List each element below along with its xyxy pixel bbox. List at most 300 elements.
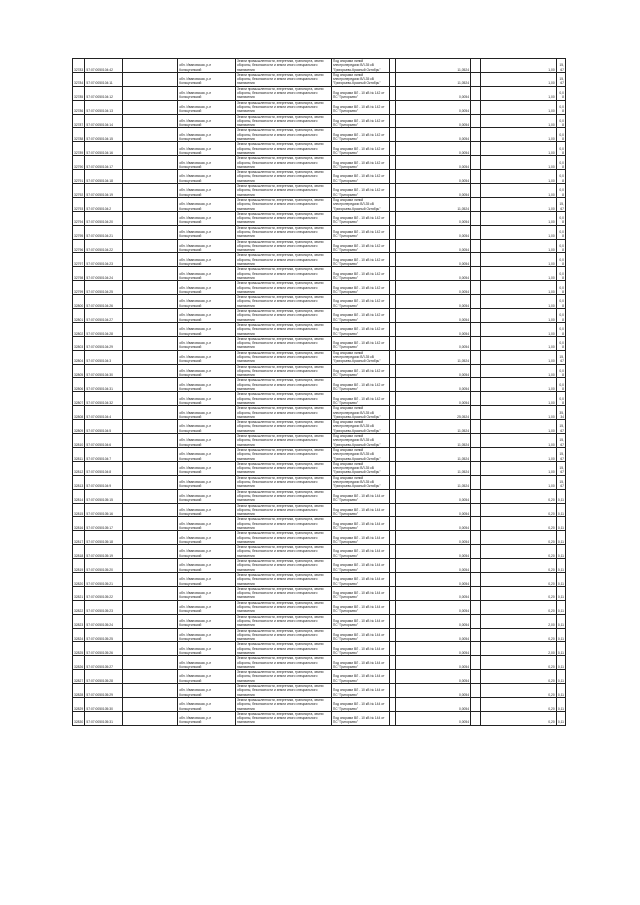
cell-cadastral-number: 57:07:0050104:12 [85, 86, 122, 100]
cell-address: обл. Ивановская, р-н Кольчугинский [178, 253, 236, 267]
cell-cadastral-number: 57:07:0050104:25 [85, 281, 122, 295]
cell-land-category: Земли промышленности, энергетики, транспорта, земли обороны, безопасности и земли иного специального назначения [235, 72, 331, 86]
cell-empty [471, 156, 481, 170]
cell-address: обл. Ивановская, р-н Кольчугинский [178, 406, 236, 420]
table-row [73, 684, 566, 698]
cell-land-category: Земли промышленности, энергетики, транспорта, земли обороны, безопасности и земли иного специального назначения [235, 545, 331, 559]
cell-cadastral-number: 57:07:0050105:26 [85, 642, 122, 656]
cell-empty [471, 86, 481, 100]
cell-empty [122, 531, 178, 545]
cell-land-category: Земли промышленности, энергетики, транспорта, земли обороны, безопасности и земли иного специального назначения [235, 628, 331, 642]
cell-empty [122, 253, 178, 267]
cell-permitted-use: Под опорами ВЛ - 10 кВ № 144 от ПС "Григорьево" [331, 572, 389, 586]
cell-address: обл. Ивановская, р-н Кольчугинский [178, 239, 236, 253]
cell-record-number: 32816 [73, 517, 85, 531]
cell-address: обл. Ивановская, р-н Кольчугинский [178, 100, 236, 114]
cell-empty [122, 447, 178, 461]
cell-permitted-use: Под опорами ВЛ - 10 кВ № 142 от ПС "Григорьево" [331, 184, 389, 198]
cell-empty [122, 697, 178, 711]
cell-cadastral-number: 57:07:0050105:20 [85, 559, 122, 573]
cell-rate: 1,00 [481, 184, 556, 198]
cell-empty [471, 434, 481, 448]
cell-value: 0,11 [556, 559, 565, 573]
cell-record-number: 32812 [73, 461, 85, 475]
cell-permitted-use: Под опорами линий электропередачи ВЛ-35 кВ "Григорьево-Красный Октябрь" [331, 197, 389, 211]
cell-record-number: 32800 [73, 295, 85, 309]
cell-cadastral-number: 57:07:0050104:24 [85, 267, 122, 281]
cell-address: обл. Ивановская, р-н Кольчугинский [178, 531, 236, 545]
cell-empty [122, 350, 178, 364]
cell-permitted-use: Под опорами ВЛ - 10 кВ № 144 от ПС "Григорьево" [331, 545, 389, 559]
cell-area: 0,0054 [395, 309, 470, 323]
cell-value: 0,11 [556, 572, 565, 586]
land-parcel-table [72, 58, 566, 726]
cell-empty [122, 59, 178, 73]
cell-record-number: 32803 [73, 336, 85, 350]
cell-rate: 1,00 [481, 322, 556, 336]
cell-address: обл. Ивановская, р-н Кольчугинский [178, 281, 236, 295]
cell-permitted-use: Под опорами ВЛ - 10 кВ № 142 от ПС "Григорьево" [331, 267, 389, 281]
cell-land-category: Земли промышленности, энергетики, транспорта, земли обороны, безопасности и земли иного специального назначения [235, 461, 331, 475]
cell-address: обл. Ивановская, р-н Кольчугинский [178, 684, 236, 698]
cell-record-number: 32796 [73, 239, 85, 253]
cell-permitted-use: Под опорами ВЛ - 10 кВ № 144 от ПС "Григорьево" [331, 586, 389, 600]
cell-rate: 0,20 [481, 586, 556, 600]
cell-cadastral-number: 57:07:0050105:28 [85, 670, 122, 684]
cell-value: 0,08 [556, 128, 565, 142]
cell-rate: 1,00 [481, 475, 556, 489]
cell-empty [122, 128, 178, 142]
cell-rate: 1,00 [481, 447, 556, 461]
cell-value: 0,08 [556, 184, 565, 198]
cell-address: обл. Ивановская, р-н Кольчугинский [178, 170, 236, 184]
cell-value: 0,08 [556, 309, 565, 323]
cell-cadastral-number: 57:07:0050105:15 [85, 489, 122, 503]
cell-empty [122, 114, 178, 128]
table-row [73, 503, 566, 517]
cell-empty [122, 225, 178, 239]
cell-value: 0,08 [556, 239, 565, 253]
cell-empty [471, 336, 481, 350]
cell-value: 0,11 [556, 517, 565, 531]
cell-area: 11,0524 [395, 420, 470, 434]
cell-rate: 1,00 [481, 267, 556, 281]
cell-empty [122, 572, 178, 586]
cell-permitted-use: Под опорами линий электропередачи ВЛ-35 кВ "Григорьево-Красный Октябрь" [331, 59, 389, 73]
cell-land-category: Земли промышленности, энергетики, транспорта, земли обороны, безопасности и земли иного специального назначения [235, 642, 331, 656]
cell-cadastral-number: 57:07:0050105:29 [85, 684, 122, 698]
cell-rate: 1,00 [481, 142, 556, 156]
cell-area: 0,0054 [395, 364, 470, 378]
cell-cadastral-number: 57:07:0050104:30 [85, 364, 122, 378]
cell-record-number: 32823 [73, 614, 85, 628]
cell-record-number: 32811 [73, 447, 85, 461]
cell-address: обл. Ивановская, р-н Кольчугинский [178, 59, 236, 73]
cell-value: 15,67 [556, 420, 565, 434]
table-row [73, 350, 566, 364]
cell-empty [471, 350, 481, 364]
cell-rate: 1,00 [481, 253, 556, 267]
cell-record-number: 32785 [73, 86, 85, 100]
cell-area: 0,0054 [395, 586, 470, 600]
cell-rate: 1,00 [481, 461, 556, 475]
cell-value: 0,11 [556, 614, 565, 628]
cell-record-number: 32789 [73, 142, 85, 156]
cell-address: обл. Ивановская, р-н Кольчугинский [178, 114, 236, 128]
cell-area: 0,0054 [395, 489, 470, 503]
cell-record-number: 32801 [73, 309, 85, 323]
cell-area: 0,0054 [395, 211, 470, 225]
cell-record-number: 32815 [73, 503, 85, 517]
cell-area: 0,0054 [395, 336, 470, 350]
cell-empty [471, 614, 481, 628]
cell-area: 11,0524 [395, 447, 470, 461]
cell-rate: 1,00 [481, 114, 556, 128]
cell-rate: 2,00 [481, 642, 556, 656]
cell-empty [122, 600, 178, 614]
cell-address: обл. Ивановская, р-н Кольчугинский [178, 184, 236, 198]
cell-empty [471, 517, 481, 531]
cell-land-category: Земли промышленности, энергетики, транспорта, земли обороны, безопасности и земли иного специального назначения [235, 711, 331, 725]
cell-record-number: 32807 [73, 392, 85, 406]
cell-empty [122, 434, 178, 448]
cell-empty [471, 59, 481, 73]
cell-record-number: 32795 [73, 225, 85, 239]
cell-address: обл. Ивановская, р-н Кольчугинский [178, 586, 236, 600]
cell-land-category: Земли промышленности, энергетики, транспорта, земли обороны, безопасности и земли иного специального назначения [235, 184, 331, 198]
table-row [73, 572, 566, 586]
cell-permitted-use: Под опорами ВЛ - 10 кВ № 142 от ПС "Григорьево" [331, 295, 389, 309]
cell-record-number: 32802 [73, 322, 85, 336]
cell-value: 15,67 [556, 461, 565, 475]
cell-rate: 1,00 [481, 128, 556, 142]
cell-rate: 0,20 [481, 656, 556, 670]
cell-land-category: Земли промышленности, энергетики, транспорта, земли обороны, безопасности и земли иного специального назначения [235, 267, 331, 281]
table-row [73, 656, 566, 670]
table-row [73, 392, 566, 406]
cell-permitted-use: Под опорами ВЛ - 10 кВ № 144 от ПС "Григорьево" [331, 614, 389, 628]
cell-land-category: Земли промышленности, энергетики, транспорта, земли обороны, безопасности и земли иного специального назначения [235, 100, 331, 114]
cell-permitted-use: Под опорами ВЛ - 10 кВ № 144 от ПС "Григорьево" [331, 628, 389, 642]
cell-empty [122, 336, 178, 350]
cell-land-category: Земли промышленности, энергетики, транспорта, земли обороны, безопасности и земли иного специального назначения [235, 350, 331, 364]
cell-area: 11,0524 [395, 461, 470, 475]
cell-value: 0,11 [556, 711, 565, 725]
cell-value: 0,11 [556, 670, 565, 684]
cell-permitted-use: Под опорами ВЛ - 10 кВ № 142 от ПС "Григорьево" [331, 156, 389, 170]
cell-empty [122, 586, 178, 600]
table-row [73, 184, 566, 198]
cell-area: 0,0054 [395, 684, 470, 698]
cell-address: обл. Ивановская, р-н Кольчугинский [178, 128, 236, 142]
cell-empty [471, 684, 481, 698]
cell-land-category: Земли промышленности, энергетики, транспорта, земли обороны, безопасности и земли иного специального назначения [235, 586, 331, 600]
cell-land-category: Земли промышленности, энергетики, транспорта, земли обороны, безопасности и земли иного специального назначения [235, 86, 331, 100]
cell-land-category: Земли промышленности, энергетики, транспорта, земли обороны, безопасности и земли иного специального назначения [235, 378, 331, 392]
cell-cadastral-number: 57:07:0050104:15 [85, 128, 122, 142]
cell-record-number: 32806 [73, 378, 85, 392]
cell-record-number: 32791 [73, 170, 85, 184]
cell-empty [471, 211, 481, 225]
cell-address: обл. Ивановская, р-н Кольчугинский [178, 336, 236, 350]
cell-permitted-use: Под опорами ВЛ - 10 кВ № 144 от ПС "Григорьево" [331, 531, 389, 545]
cell-cadastral-number: 57:07:0050105:30 [85, 697, 122, 711]
cell-permitted-use: Под опорами ВЛ - 10 кВ № 142 от ПС "Григорьево" [331, 364, 389, 378]
cell-area: 0,0054 [395, 128, 470, 142]
cell-area: 0,0054 [395, 295, 470, 309]
cell-record-number: 32809 [73, 420, 85, 434]
cell-address: обл. Ивановская, р-н Кольчугинский [178, 295, 236, 309]
cell-record-number: 32790 [73, 156, 85, 170]
table-row [73, 697, 566, 711]
cell-empty [471, 628, 481, 642]
cell-area: 0,0054 [395, 697, 470, 711]
cell-land-category: Земли промышленности, энергетики, транспорта, земли обороны, безопасности и земли иного специального назначения [235, 142, 331, 156]
cell-address: обл. Ивановская, р-н Кольчугинский [178, 434, 236, 448]
cell-address: обл. Ивановская, р-н Кольчугинский [178, 447, 236, 461]
cell-record-number: 32813 [73, 475, 85, 489]
cell-permitted-use: Под опорами ВЛ - 10 кВ № 142 от ПС "Григорьево" [331, 336, 389, 350]
cell-land-category: Земли промышленности, энергетики, транспорта, земли обороны, безопасности и земли иного специального назначения [235, 489, 331, 503]
cell-empty [471, 572, 481, 586]
cell-empty [122, 267, 178, 281]
table-row [73, 322, 566, 336]
cell-cadastral-number: 57:07:0050104:20 [85, 211, 122, 225]
cell-cadastral-number: 57:07:0050105:21 [85, 572, 122, 586]
cell-cadastral-number: 57:07:0050104:42 [85, 59, 122, 73]
cell-empty [471, 197, 481, 211]
cell-rate: 1,00 [481, 197, 556, 211]
cell-value: 0,11 [556, 697, 565, 711]
table-row [73, 309, 566, 323]
cell-area: 0,0054 [395, 267, 470, 281]
cell-permitted-use: Под опорами ВЛ - 10 кВ № 142 от ПС "Григорьево" [331, 142, 389, 156]
cell-area: 0,0054 [395, 642, 470, 656]
cell-cadastral-number: 57:07:0050104:28 [85, 322, 122, 336]
table-row [73, 281, 566, 295]
cell-permitted-use: Под опорами ВЛ - 10 кВ № 144 от ПС "Григорьево" [331, 642, 389, 656]
cell-empty [122, 684, 178, 698]
cell-permitted-use: Под опорами линий электропередачи ВЛ-35 кВ "Григорьево-Красный Октябрь" [331, 406, 389, 420]
cell-empty [122, 184, 178, 198]
cell-address: обл. Ивановская, р-н Кольчугинский [178, 267, 236, 281]
cell-land-category: Земли промышленности, энергетики, транспорта, земли обороны, безопасности и земли иного специального назначения [235, 114, 331, 128]
cell-area: 0,0054 [395, 281, 470, 295]
cell-record-number: 32787 [73, 114, 85, 128]
cell-permitted-use: Под опорами ВЛ - 10 кВ № 142 от ПС "Григорьево" [331, 253, 389, 267]
cell-land-category: Земли промышленности, энергетики, транспорта, земли обороны, безопасности и земли иного специального назначения [235, 225, 331, 239]
cell-permitted-use: Под опорами ВЛ - 10 кВ № 144 от ПС "Григорьево" [331, 656, 389, 670]
cell-empty [122, 100, 178, 114]
cell-land-category: Земли промышленности, энергетики, транспорта, земли обороны, безопасности и земли иного специального назначения [235, 517, 331, 531]
cell-record-number: 32788 [73, 128, 85, 142]
cell-cadastral-number: 57:07:0050104:14 [85, 114, 122, 128]
cell-empty [122, 461, 178, 475]
cell-address: обл. Ивановская, р-н Кольчугинский [178, 156, 236, 170]
cell-cadastral-number: 57:07:0050105:31 [85, 711, 122, 725]
cell-empty [122, 197, 178, 211]
cell-land-category: Земли промышленности, энергетики, транспорта, земли обороны, безопасности и земли иного специального назначения [235, 392, 331, 406]
cell-area: 0,0054 [395, 572, 470, 586]
cell-empty [471, 253, 481, 267]
cell-permitted-use: Под опорами ВЛ - 10 кВ № 142 от ПС "Григорьево" [331, 86, 389, 100]
cell-empty [122, 156, 178, 170]
cell-rate: 1,00 [481, 281, 556, 295]
table-row [73, 711, 566, 725]
cell-record-number: 32798 [73, 267, 85, 281]
table-row [73, 114, 566, 128]
cell-rate: 0,20 [481, 628, 556, 642]
cell-address: обл. Ивановская, р-н Кольчугинский [178, 711, 236, 725]
cell-permitted-use: Под опорами линий электропередачи ВЛ-35 кВ "Григорьево-Красный Октябрь" [331, 420, 389, 434]
cell-empty [122, 364, 178, 378]
cell-record-number: 32784 [73, 72, 85, 86]
cell-address: обл. Ивановская, р-н Кольчугинский [178, 197, 236, 211]
cell-cadastral-number: 57:07:0050104:4 [85, 406, 122, 420]
cell-record-number: 32822 [73, 600, 85, 614]
cell-empty [122, 545, 178, 559]
cell-rate: 1,00 [481, 434, 556, 448]
cell-empty [122, 239, 178, 253]
cell-value: 0,08 [556, 364, 565, 378]
table-row [73, 364, 566, 378]
cell-address: обл. Ивановская, р-н Кольчугинский [178, 503, 236, 517]
cell-area: 11,0524 [395, 434, 470, 448]
cell-permitted-use: Под опорами линий электропередачи ВЛ-35 кВ "Григорьево-Красный Октябрь" [331, 350, 389, 364]
cell-value: 0,08 [556, 253, 565, 267]
cell-land-category: Земли промышленности, энергетики, транспорта, земли обороны, безопасности и земли иного специального назначения [235, 170, 331, 184]
cell-area: 25,0524 [395, 406, 470, 420]
table-row [73, 72, 566, 86]
cell-cadastral-number: 57:07:0050105:17 [85, 517, 122, 531]
table-row [73, 295, 566, 309]
cell-empty [122, 281, 178, 295]
cell-address: обл. Ивановская, р-н Кольчугинский [178, 559, 236, 573]
cell-record-number: 32819 [73, 559, 85, 573]
cell-cadastral-number: 57:07:0050104:18 [85, 170, 122, 184]
cell-empty [471, 225, 481, 239]
cell-area: 11,0524 [395, 59, 470, 73]
cell-rate: 0,20 [481, 572, 556, 586]
table-row [73, 170, 566, 184]
cell-value: 0,08 [556, 281, 565, 295]
cell-land-category: Земли промышленности, энергетики, транспорта, земли обороны, безопасности и земли иного специального назначения [235, 503, 331, 517]
cell-empty [122, 517, 178, 531]
cell-value: 0,08 [556, 156, 565, 170]
cell-address: обл. Ивановская, р-н Кольчугинский [178, 614, 236, 628]
table-row [73, 600, 566, 614]
cell-value: 15,67 [556, 447, 565, 461]
table-row [73, 517, 566, 531]
cell-empty [471, 267, 481, 281]
cell-empty [471, 392, 481, 406]
cell-value: 0,08 [556, 267, 565, 281]
cell-address: обл. Ивановская, р-н Кольчугинский [178, 572, 236, 586]
cell-empty [122, 614, 178, 628]
cell-empty [122, 628, 178, 642]
cell-rate: 1,00 [481, 156, 556, 170]
cell-address: обл. Ивановская, р-н Кольчугинский [178, 600, 236, 614]
table-row [73, 239, 566, 253]
cell-record-number: 32804 [73, 350, 85, 364]
cell-rate: 0,20 [481, 503, 556, 517]
cell-empty [471, 128, 481, 142]
cell-record-number: 32827 [73, 670, 85, 684]
cell-record-number: 32797 [73, 253, 85, 267]
cell-empty [471, 489, 481, 503]
cell-record-number: 32830 [73, 711, 85, 725]
cell-land-category: Земли промышленности, энергетики, транспорта, земли обороны, безопасности и земли иного специального назначения [235, 614, 331, 628]
cell-area: 0,0054 [395, 86, 470, 100]
cell-cadastral-number: 57:07:0050104:3 [85, 350, 122, 364]
cell-value: 0,08 [556, 225, 565, 239]
cell-empty [122, 170, 178, 184]
cell-empty [122, 142, 178, 156]
cell-area: 0,0054 [395, 517, 470, 531]
table-row [73, 128, 566, 142]
table-row [73, 197, 566, 211]
cell-empty [122, 392, 178, 406]
table-row [73, 142, 566, 156]
cell-value: 15,67 [556, 350, 565, 364]
cell-record-number: 32818 [73, 545, 85, 559]
cell-land-category: Земли промышленности, энергетики, транспорта, земли обороны, безопасности и земли иного специального назначения [235, 364, 331, 378]
cell-area: 0,0054 [395, 531, 470, 545]
table-row [73, 614, 566, 628]
cell-land-category: Земли промышленности, энергетики, транспорта, земли обороны, безопасности и земли иного специального назначения [235, 559, 331, 573]
cell-value: 0,08 [556, 392, 565, 406]
cell-address: обл. Ивановская, р-н Кольчугинский [178, 420, 236, 434]
cell-area: 0,0054 [395, 322, 470, 336]
cell-permitted-use: Под опорами ВЛ - 10 кВ № 142 от ПС "Григорьево" [331, 322, 389, 336]
cell-area: 0,0054 [395, 656, 470, 670]
cell-rate: 0,20 [481, 670, 556, 684]
cell-empty [471, 72, 481, 86]
cell-rate: 0,20 [481, 559, 556, 573]
cell-rate: 2,00 [481, 614, 556, 628]
cell-permitted-use: Под опорами линий электропередачи ВЛ-35 кВ "Григорьево-Красный Октябрь" [331, 447, 389, 461]
cell-address: обл. Ивановская, р-н Кольчугинский [178, 475, 236, 489]
cell-record-number: 32825 [73, 642, 85, 656]
cell-rate: 1,00 [481, 225, 556, 239]
cell-permitted-use: Под опорами линий электропередачи ВЛ-35 кВ "Григорьево-Красный Октябрь" [331, 434, 389, 448]
cell-address: обл. Ивановская, р-н Кольчугинский [178, 350, 236, 364]
cell-cadastral-number: 57:07:0050104:19 [85, 184, 122, 198]
cell-address: обл. Ивановская, р-н Кольчугинский [178, 545, 236, 559]
table-row [73, 628, 566, 642]
cell-address: обл. Ивановская, р-н Кольчугинский [178, 392, 236, 406]
cell-rate: 1,00 [481, 392, 556, 406]
cell-empty [122, 642, 178, 656]
cell-permitted-use: Под опорами ВЛ - 10 кВ № 142 от ПС "Григорьево" [331, 211, 389, 225]
cell-area: 0,0054 [395, 711, 470, 725]
cell-cadastral-number: 57:07:0050104:11 [85, 72, 122, 86]
cell-address: обл. Ивановская, р-н Кольчугинский [178, 628, 236, 642]
cell-rate: 1,00 [481, 59, 556, 73]
cell-rate: 0,20 [481, 697, 556, 711]
table-row [73, 100, 566, 114]
cell-cadastral-number: 57:07:0050105:23 [85, 600, 122, 614]
cell-empty [471, 697, 481, 711]
cell-cadastral-number: 57:07:0050105:18 [85, 531, 122, 545]
cell-land-category: Земли промышленности, энергетики, транспорта, земли обороны, безопасности и земли иного специального назначения [235, 295, 331, 309]
cell-cadastral-number: 57:07:0050104:6 [85, 434, 122, 448]
cell-record-number: 32821 [73, 586, 85, 600]
cell-land-category: Земли промышленности, энергетики, транспорта, земли обороны, безопасности и земли иного специального назначения [235, 128, 331, 142]
cell-empty [471, 531, 481, 545]
cell-area: 0,0054 [395, 225, 470, 239]
cell-value: 15,67 [556, 59, 565, 73]
